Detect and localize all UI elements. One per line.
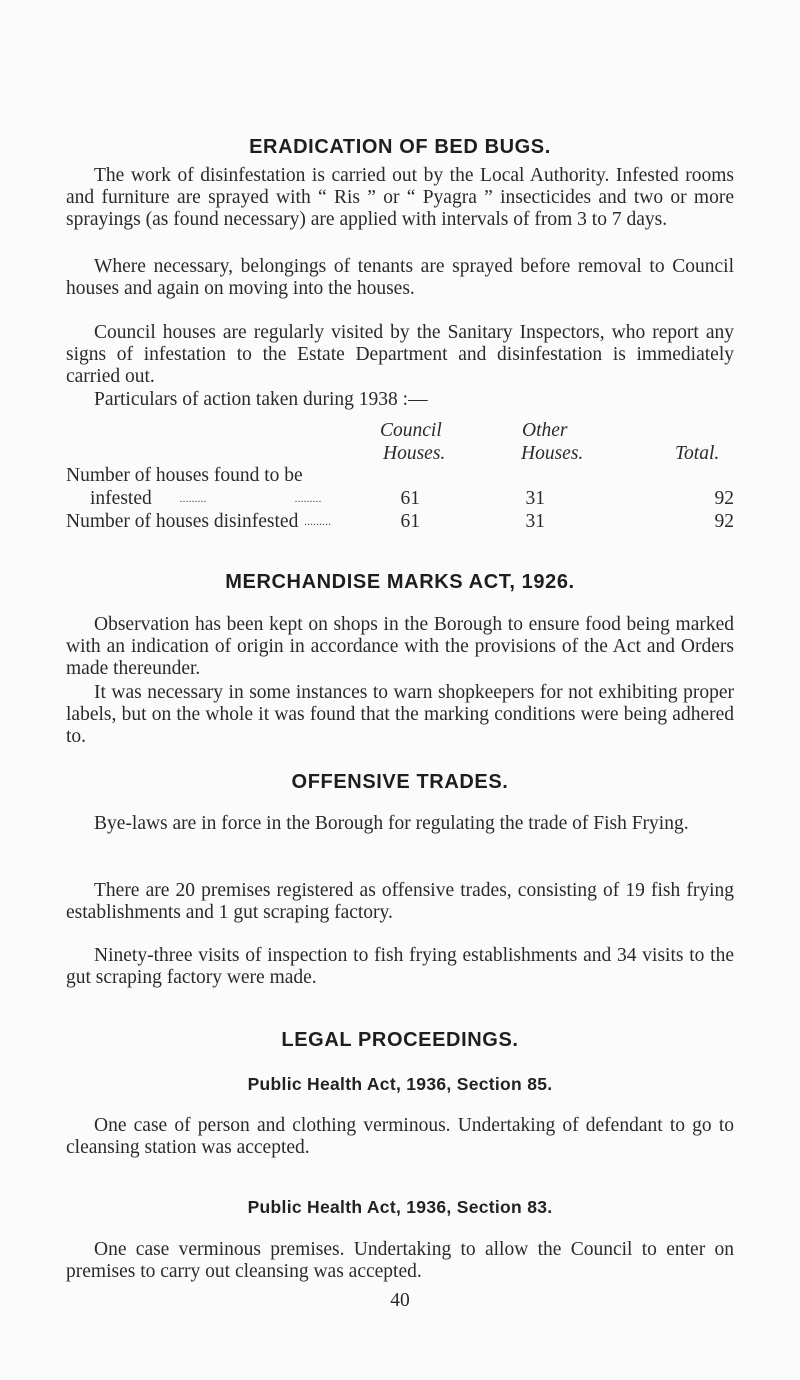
row-1-label-line-2: infested ......... ......... bbox=[90, 488, 322, 509]
col-council-line-1: Council bbox=[380, 420, 442, 441]
legal-paragraph-1: One case of person and clothing verminous. Undertaking of defendant to go to cleansing station was accepted. bbox=[66, 1115, 734, 1158]
row-1-total: 92 bbox=[714, 488, 734, 509]
offensive-paragraph-3: Ninety-three visits of inspection to fish frying establishments and 34 visits to the gut scraping factory were made. bbox=[66, 945, 734, 988]
row-2-total: 92 bbox=[714, 511, 734, 532]
col-total: Total. bbox=[675, 443, 720, 464]
offensive-paragraph-2: There are 20 premises registered as offensive trades, consisting of 19 fish frying establishments and 1 gut scraping factory. bbox=[66, 880, 734, 923]
col-other-line-1: Other bbox=[522, 420, 568, 441]
bed-bugs-heading: ERADICATION OF BED BUGS. bbox=[249, 136, 551, 158]
merchandise-paragraph-1: Observation has been kept on shops in the Borough to ensure food being marked with an indication of origin in accordance with the provisions of the Act and Orders made thereunder. bbox=[66, 614, 734, 679]
row-1-label-line-1: Number of houses found to be bbox=[66, 465, 303, 486]
row-1-council: 61 bbox=[400, 488, 420, 509]
merchandise-paragraph-2: It was necessary in some instances to warn shopkeepers for not exhibiting proper labels, but on the whole it was found that the marking conditions were being adhered to. bbox=[66, 682, 734, 747]
legal-heading: LEGAL PROCEEDINGS. bbox=[281, 1029, 519, 1051]
col-other-line-2: Houses. bbox=[521, 443, 584, 464]
offensive-paragraph-1: Bye-laws are in force in the Borough for regulating the trade of Fish Frying. bbox=[94, 813, 689, 834]
bed-bugs-paragraph-4: Particulars of action taken during 1938 :— bbox=[94, 389, 428, 410]
page-number: 40 bbox=[390, 1290, 410, 1311]
bed-bugs-paragraph-1: The work of disinfestation is carried out by the Local Authority. Infested rooms and furniture are sprayed with “ Ris ” or “ Pyagra ” insecticides and two or more sprayings (as found necessary) are applied with intervals of from 3 to 7 days. bbox=[66, 165, 734, 230]
legal-subheading-section-85: Public Health Act, 1936, Section 85. bbox=[247, 1074, 553, 1094]
row-2-other: 31 bbox=[525, 511, 545, 532]
bed-bugs-paragraph-2: Where necessary, belongings of tenants are sprayed before removal to Council houses and again on moving into the houses. bbox=[66, 256, 734, 299]
bed-bugs-paragraph-3: Council houses are regularly visited by the Sanitary Inspectors, who report any signs of infestation to the Estate Department and disinfestation is immediately carried out. bbox=[66, 322, 734, 387]
legal-paragraph-2: One case verminous premises. Undertaking to allow the Council to enter on premises to carry out cleansing was accepted. bbox=[66, 1239, 734, 1282]
merchandise-heading: MERCHANDISE MARKS ACT, 1926. bbox=[225, 571, 575, 593]
col-council-line-2: Houses. bbox=[383, 443, 446, 464]
row-1-other: 31 bbox=[525, 488, 545, 509]
legal-subheading-section-83: Public Health Act, 1936, Section 83. bbox=[247, 1197, 553, 1217]
row-2-council: 61 bbox=[400, 511, 420, 532]
row-2-label: Number of houses disinfested ......... bbox=[66, 511, 332, 532]
offensive-trades-heading: OFFENSIVE TRADES. bbox=[291, 771, 509, 793]
